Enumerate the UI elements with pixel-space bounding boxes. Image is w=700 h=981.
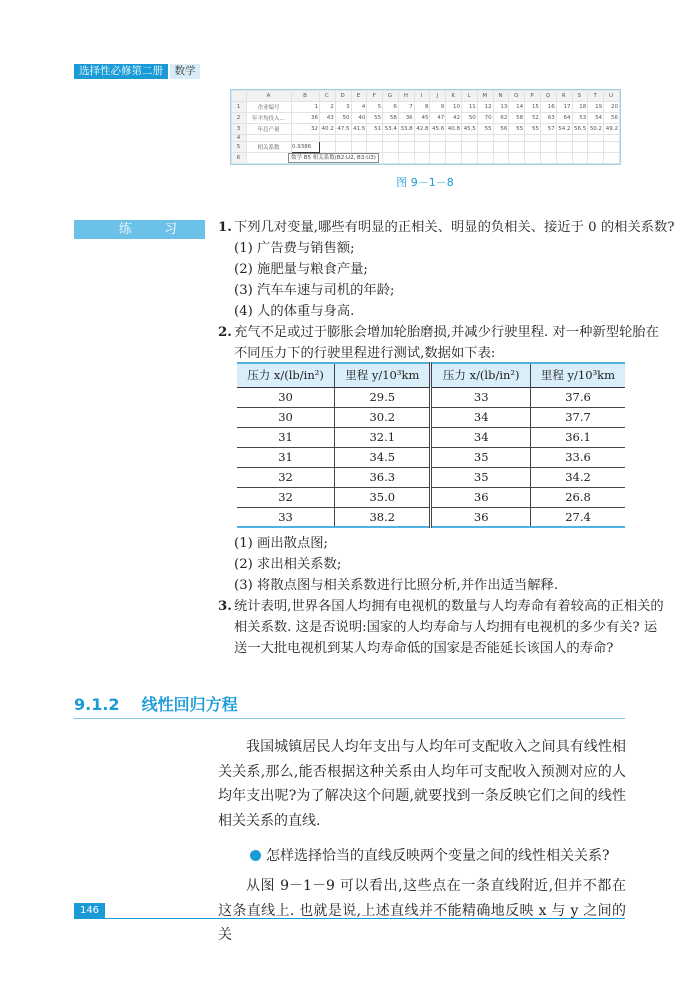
column-header[interactable]: U — [604, 91, 620, 102]
q-text: 统计表明,世界各国人均拥有电视机的数量与人均寿命有着较高的正相关的 — [234, 599, 664, 614]
cell[interactable] — [462, 135, 478, 142]
cell[interactable] — [604, 153, 620, 164]
cell[interactable] — [398, 153, 414, 164]
cell[interactable]: 70 — [477, 113, 493, 124]
table-row — [237, 507, 625, 527]
column-header[interactable]: S — [572, 91, 588, 102]
cell[interactable] — [398, 135, 414, 142]
cell[interactable] — [414, 142, 430, 153]
cell[interactable] — [367, 135, 383, 142]
table-cell: 34.2 — [530, 467, 625, 487]
cell[interactable]: 54.2 — [556, 124, 572, 135]
cell[interactable]: 18 — [572, 102, 588, 113]
cell[interactable]: 年总产量 — [247, 124, 292, 135]
table-cell: 33 — [278, 509, 293, 524]
cell[interactable] — [525, 142, 541, 153]
cell[interactable]: 56 — [493, 124, 509, 135]
column-header[interactable]: H — [398, 91, 414, 102]
cell[interactable] — [509, 142, 525, 153]
table-cell: 27.4 — [530, 507, 625, 527]
cell[interactable]: 1 — [292, 102, 320, 113]
cell[interactable] — [462, 142, 478, 153]
cell[interactable]: 4 — [351, 102, 367, 113]
q-text: 下列几对变量,哪些有明显的正相关、明显的负相关、接近于 0 的相关系数? — [234, 220, 675, 235]
q-item: (4) 人的体重与身高. — [234, 304, 355, 319]
cell[interactable] — [446, 142, 462, 153]
cell[interactable] — [493, 153, 509, 164]
column-header[interactable]: M — [477, 91, 493, 102]
table-cell: 33 — [431, 387, 531, 407]
column-header[interactable]: L — [462, 91, 478, 102]
column-header[interactable]: O — [509, 91, 525, 102]
table-cell: 37.6 — [530, 387, 625, 407]
q-text: 不同压力下的行驶里程进行测试,数据如下表: — [234, 346, 496, 361]
column-header[interactable]: D — [335, 91, 351, 102]
column-header[interactable]: G — [383, 91, 399, 102]
table-cell: 35 — [431, 467, 531, 487]
cell[interactable] — [335, 142, 351, 153]
cell[interactable] — [588, 153, 604, 164]
cell[interactable]: 9 — [430, 102, 446, 113]
cell[interactable] — [291, 153, 376, 164]
table-cell: 32.1 — [335, 427, 431, 447]
cell[interactable]: 12 — [477, 102, 493, 113]
table-cell: 37.7 — [530, 407, 625, 427]
cell[interactable]: 56 — [604, 113, 620, 124]
cell[interactable] — [477, 142, 493, 153]
row-header[interactable]: 2 — [232, 113, 247, 124]
table-cell: 31 — [237, 427, 335, 447]
body-paragraph: 我国城镇居民人均年支出与人均年可支配收入之间具有线性相关关系,那么,能否根据这种关系由人均年可支配收入预测对应的人均年支出呢?为了解决这个问题,就要找到一条反映它们之间的线性相关关系的直线. — [218, 739, 626, 829]
column-header[interactable]: P — [525, 91, 541, 102]
row-header[interactable]: 3 — [232, 124, 247, 135]
table-row — [237, 447, 625, 467]
section-heading — [74, 692, 238, 715]
col-header: 压力 x/(lb/in²) — [237, 363, 335, 387]
q-number: 2. — [218, 325, 232, 340]
table-cell: 32 — [237, 467, 335, 487]
column-header[interactable]: C — [320, 91, 336, 102]
column-header[interactable]: F — [367, 91, 383, 102]
section-number: 9.1.2 — [74, 695, 120, 714]
section-divider — [74, 718, 625, 719]
cell[interactable]: 年平均投入… — [247, 113, 292, 124]
page-number: 146 — [74, 903, 105, 919]
cell[interactable] — [588, 142, 604, 153]
table-row — [237, 467, 625, 487]
q-number: 1. — [218, 220, 232, 235]
cell[interactable]: 14 — [509, 102, 525, 113]
cell[interactable] — [493, 135, 509, 142]
cell[interactable] — [446, 153, 462, 164]
q-item: (3) 汽车车速与司机的年龄; — [234, 283, 395, 298]
cell[interactable] — [556, 142, 572, 153]
cell[interactable]: 55 — [477, 124, 493, 135]
formula-tooltip: 数学 B5 相关系数(B2:U2, B3:U3) — [288, 153, 379, 163]
cell[interactable] — [540, 153, 556, 164]
column-header[interactable]: N — [493, 91, 509, 102]
footer-line — [105, 918, 625, 919]
cell[interactable] — [572, 153, 588, 164]
table-cell: 34 — [431, 427, 531, 447]
cell[interactable] — [430, 153, 446, 164]
cell[interactable] — [477, 153, 493, 164]
cell[interactable]: 45.5 — [462, 124, 478, 135]
cell[interactable] — [414, 153, 430, 164]
table-cell: 36 — [431, 487, 531, 507]
cell[interactable] — [430, 142, 446, 153]
q-text: 充气不足或过于膨胀会增加轮胎磨损,并减少行驶里程. 对一种新型轮胎在 — [234, 325, 659, 340]
column-header[interactable]: A — [247, 91, 292, 102]
table-cell: 33.6 — [530, 447, 625, 467]
cell[interactable]: 50.2 — [588, 124, 604, 135]
cell[interactable] — [383, 135, 399, 142]
table-cell: 36 — [431, 507, 531, 527]
cell[interactable] — [572, 135, 588, 142]
col-header: 里程 y/10³km — [530, 363, 625, 387]
cell[interactable]: 50 — [462, 113, 478, 124]
table-cell: 36.1 — [530, 427, 625, 447]
table-cell: 38.2 — [335, 507, 431, 527]
guiding-question — [218, 845, 610, 867]
cell[interactable]: 51 — [367, 124, 383, 135]
column-header[interactable] — [232, 91, 247, 102]
cell[interactable]: 40.8 — [446, 124, 462, 135]
cell[interactable]: 相关系数 — [247, 142, 292, 153]
cell[interactable]: 55 — [509, 124, 525, 135]
exercise-1 — [218, 217, 675, 364]
selected-cell-b5[interactable]: 0.9386 — [292, 142, 320, 153]
cell[interactable]: 53.4 — [383, 124, 399, 135]
cell[interactable] — [383, 153, 399, 164]
cell[interactable] — [525, 153, 541, 164]
q-item: (2) 求出相关系数; — [234, 557, 342, 572]
table-cell: 36.3 — [335, 467, 431, 487]
cell[interactable] — [351, 135, 367, 142]
body-paragraph: 从图 9－1－9 可以看出,这些点在一条直线附近,但并不都在这条直线上. 也就是说,上述直线并不能精确地反映 x 与 y 之间的关 — [218, 878, 626, 943]
cell[interactable] — [556, 135, 572, 142]
row-header[interactable]: 1 — [232, 102, 247, 113]
table-row — [237, 487, 625, 507]
row-header[interactable]: 6 — [232, 153, 247, 164]
cell[interactable] — [588, 135, 604, 142]
cell[interactable]: 64 — [556, 113, 572, 124]
column-header[interactable]: R — [556, 91, 572, 102]
cell[interactable] — [247, 153, 292, 164]
cell[interactable] — [556, 153, 572, 164]
cell[interactable] — [292, 135, 320, 142]
cell[interactable] — [351, 142, 367, 153]
cell[interactable]: 15 — [525, 102, 541, 113]
row-header[interactable]: 4 — [232, 135, 247, 142]
table-row — [237, 427, 625, 447]
cell[interactable] — [540, 142, 556, 153]
column-header[interactable]: J — [430, 91, 446, 102]
cell[interactable]: 52 — [525, 113, 541, 124]
column-header[interactable]: I — [414, 91, 430, 102]
cell[interactable]: 33.8 — [398, 124, 414, 135]
cell[interactable]: 49.2 — [604, 124, 620, 135]
table-cell: 30.2 — [335, 407, 431, 427]
column-header[interactable]: E — [351, 91, 367, 102]
cell[interactable]: 36 — [398, 113, 414, 124]
q-item: (3) 将散点图与相关系数进行比照分析,并作出适当解释. — [234, 578, 559, 593]
cell[interactable]: 45.6 — [430, 124, 446, 135]
cell[interactable]: 32 — [292, 124, 320, 135]
cell[interactable] — [367, 142, 383, 153]
column-header[interactable]: T — [588, 91, 604, 102]
spreadsheet-figure — [230, 89, 621, 165]
cell[interactable]: 6 — [383, 102, 399, 113]
cell[interactable] — [446, 135, 462, 142]
book-title-tag: 选择性必修第二册 — [74, 64, 168, 79]
cell[interactable] — [320, 142, 336, 153]
table-cell: 32 — [237, 487, 335, 507]
exercise-label: 练 习 — [74, 220, 205, 239]
table-cell: 35.0 — [335, 487, 431, 507]
cell[interactable]: 40 — [351, 113, 367, 124]
cell[interactable]: 16 — [540, 102, 556, 113]
q-item: (1) 广告费与销售额; — [234, 241, 355, 256]
cell[interactable] — [493, 142, 509, 153]
column-header[interactable]: Q — [540, 91, 556, 102]
cell[interactable] — [525, 135, 541, 142]
cell[interactable] — [604, 142, 620, 153]
cell[interactable]: 7 — [398, 102, 414, 113]
column-header[interactable]: K — [446, 91, 462, 102]
table-cell: 26.8 — [530, 487, 625, 507]
column-header[interactable]: B — [292, 91, 320, 102]
cell[interactable] — [414, 135, 430, 142]
spreadsheet-table — [231, 90, 620, 164]
table-cell: 34 — [431, 407, 531, 427]
cell[interactable] — [383, 142, 399, 153]
cell[interactable]: 57 — [540, 124, 556, 135]
q-item: (1) 画出散点图; — [234, 536, 329, 551]
cell[interactable]: 41.5 — [351, 124, 367, 135]
cell[interactable]: 55 — [367, 113, 383, 124]
cell[interactable] — [398, 142, 414, 153]
cell[interactable] — [509, 153, 525, 164]
cell[interactable]: 3 — [335, 102, 351, 113]
table-cell: 30 — [237, 407, 335, 427]
cell[interactable]: 11 — [462, 102, 478, 113]
cell[interactable] — [335, 135, 351, 142]
cell[interactable]: 63 — [540, 113, 556, 124]
cell[interactable]: 58 — [383, 113, 399, 124]
cell[interactable] — [540, 135, 556, 142]
cell[interactable]: 42 — [446, 113, 462, 124]
cell[interactable] — [320, 135, 336, 142]
cell[interactable] — [247, 135, 292, 142]
cell[interactable]: 36 — [292, 113, 320, 124]
cell[interactable]: 5 — [367, 102, 383, 113]
q-item: (2) 施肥量与粮食产量; — [234, 262, 368, 277]
table-row — [237, 387, 625, 407]
table-cell: 35 — [431, 447, 531, 467]
cell[interactable]: 53 — [572, 113, 588, 124]
cell[interactable] — [509, 135, 525, 142]
tire-data-table — [237, 362, 625, 528]
cell[interactable]: 40.2 — [320, 124, 336, 135]
cell[interactable] — [572, 142, 588, 153]
cell[interactable]: 企业编号 — [247, 102, 292, 113]
cell[interactable]: 10 — [446, 102, 462, 113]
cell[interactable]: 50 — [335, 113, 351, 124]
cell[interactable]: 47.5 — [335, 124, 351, 135]
cell[interactable]: 54 — [588, 113, 604, 124]
q-number: 3. — [218, 599, 232, 614]
row-header[interactable]: 5 — [232, 142, 247, 153]
cell[interactable]: 20 — [604, 102, 620, 113]
bullet-dot-icon — [250, 850, 261, 861]
table-cell: 34.5 — [335, 447, 431, 467]
cell[interactable]: 13 — [493, 102, 509, 113]
cell[interactable]: 19 — [588, 102, 604, 113]
cell[interactable] — [430, 135, 446, 142]
cell[interactable] — [477, 135, 493, 142]
cell[interactable] — [462, 153, 478, 164]
cell[interactable]: 17 — [556, 102, 572, 113]
cell[interactable]: 42.8 — [414, 124, 430, 135]
cell[interactable]: 45 — [414, 113, 430, 124]
table-cell: 29.5 — [335, 387, 431, 407]
question-text: 怎样选择恰当的直线反映两个变量之间的线性相关关系? — [266, 848, 610, 864]
cell[interactable] — [604, 135, 620, 142]
table-cell: 31 — [237, 447, 335, 467]
table-cell: 30 — [237, 387, 335, 407]
col-header: 压力 x/(lb/in²) — [431, 363, 531, 387]
cell[interactable]: 55 — [525, 124, 541, 135]
cell[interactable]: 43 — [320, 113, 336, 124]
subject-tag: 数学 — [170, 64, 200, 79]
table-row — [237, 407, 625, 427]
cell[interactable]: 2 — [320, 102, 336, 113]
col-header: 里程 y/10³km — [335, 363, 431, 387]
section-title: 线性回归方程 — [141, 695, 238, 714]
figure-caption: 图 9－1－8 — [396, 176, 454, 189]
exercise-2-items — [218, 533, 664, 659]
cell[interactable]: 8 — [414, 102, 430, 113]
q-text: 相关系数. 这是否说明:国家的人均寿命与人均拥有电视机的多少有关? 运 — [234, 620, 658, 635]
cell[interactable]: 62 — [493, 113, 509, 124]
cell[interactable]: 58 — [509, 113, 525, 124]
q-text: 送一大批电视机到某人均寿命低的国家是否能延长该国人的寿命? — [234, 641, 614, 656]
cell[interactable]: 47 — [430, 113, 446, 124]
cell[interactable]: 56.5 — [572, 124, 588, 135]
